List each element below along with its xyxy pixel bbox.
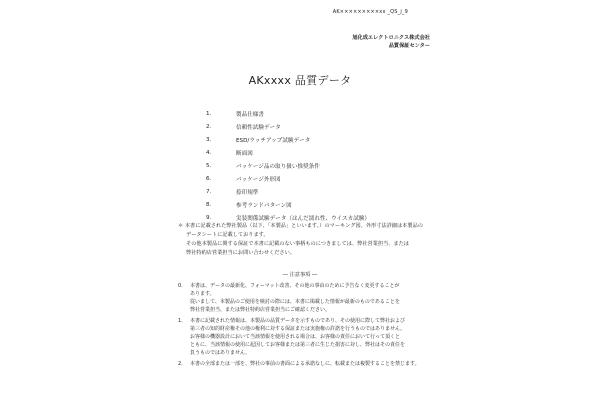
caution-line: 負うものではありません。 [190, 350, 251, 356]
caution-number: 0. [178, 283, 183, 289]
toc-item [206, 160, 370, 173]
toc-item [206, 185, 370, 198]
toc-number: 8. [206, 201, 212, 208]
caution-text [190, 282, 400, 314]
cautions-list [178, 282, 420, 371]
caution-heading: ― 注意事項 ― [282, 272, 318, 278]
caution-text [190, 360, 420, 368]
department-name: 品質保証センター [388, 43, 430, 49]
caution-line: 本書の全部または一部を、弊社の事前の書面による承諾なしに、転載または複製することを禁じます。 [190, 361, 420, 367]
toc-label: ESD/ラッチアップ試験データ [236, 138, 311, 145]
toc-number: 6. [206, 175, 212, 182]
caution-line: 従いまして、本製品のご使用を検討の際には、本書に掲載した情報が最新のものであることを [190, 299, 400, 305]
toc-label: 参考ランドパターン図 [236, 202, 292, 209]
toc-label: 信頼性試験データ [236, 125, 281, 132]
toc-item [206, 121, 370, 134]
toc-item [206, 147, 370, 160]
document-id: AK×××××××××xx _QS_j_9 [332, 9, 408, 15]
toc-label: 製品仕様書 [236, 112, 264, 119]
caution-line: 第三者の知的財産権その他の権利に対する保証または実施権の許諾を行うものではありません。 [190, 326, 406, 332]
toc-number: 7. [206, 188, 212, 195]
caution-line: 弊社営業担当、または弊社特約店営業担当にご確認ください。 [190, 307, 331, 313]
toc-number: 5. [206, 163, 212, 169]
caution-text [190, 317, 405, 357]
toc-number: 2. [206, 124, 212, 131]
toc-label: 断面図 [236, 151, 253, 158]
note-line: その他本製品に関する保証で本書に記載のない事柄ものにつきましては、弊社営業担当、または [186, 241, 409, 247]
note-line: 弊社特約店営業担当にお問い合わせください。 [186, 250, 295, 256]
toc-number: 1. [206, 111, 212, 118]
toc-number: 4. [206, 150, 212, 157]
table-of-contents [206, 108, 370, 224]
note-line: ＊ 本書に記載された弊社製品（以下、「本製品」といいます。）のマーキング図、外形寸法詳細は本製品の [178, 223, 423, 229]
caution-item [178, 317, 420, 357]
toc-item [206, 172, 370, 185]
caution-item [178, 360, 420, 368]
caution-line: 本書は、データの最新化、フォーマット改善、その他の事由のために予告なく変更することが [190, 283, 400, 289]
toc-number: 3. [206, 137, 212, 144]
toc-number: 9. [206, 214, 212, 221]
company-block [352, 34, 430, 50]
caution-item [178, 282, 420, 314]
caution-line: お客様の機器設計において当該情報を使用される場合は、お客様の責任において行って頂くと [190, 334, 401, 340]
note-line: データシートに記載しております。 [186, 232, 269, 238]
caution-line: ともに、当該情報の使用に起因してお客様または第三者に生じた損害に対し、弊社はその責任を [190, 342, 406, 348]
caution-line: あります。 [190, 291, 215, 297]
toc-label: パッケージ品の取り扱い推奨条件 [236, 164, 320, 170]
notes-block [178, 222, 423, 258]
toc-label: パッケージ外形図 [236, 176, 281, 183]
toc-item [206, 134, 370, 147]
toc-label: 捺印規準 [236, 189, 259, 196]
caution-number: 1. [178, 318, 183, 324]
toc-label: 実装関係試験データ（はんだ濡れ性、ウイスカ試験） [236, 215, 371, 222]
toc-item [206, 198, 370, 211]
company-name: 旭化成エレクトロニクス株式会社 [352, 35, 430, 41]
caution-number: 2. [178, 361, 183, 367]
toc-item [206, 108, 370, 121]
caution-line: 本書に記載された情報は、本製品の品質データを示すものであり、その使用に際して弊社および [190, 318, 406, 324]
page-title: AKxxxx 品質データ [248, 74, 352, 87]
